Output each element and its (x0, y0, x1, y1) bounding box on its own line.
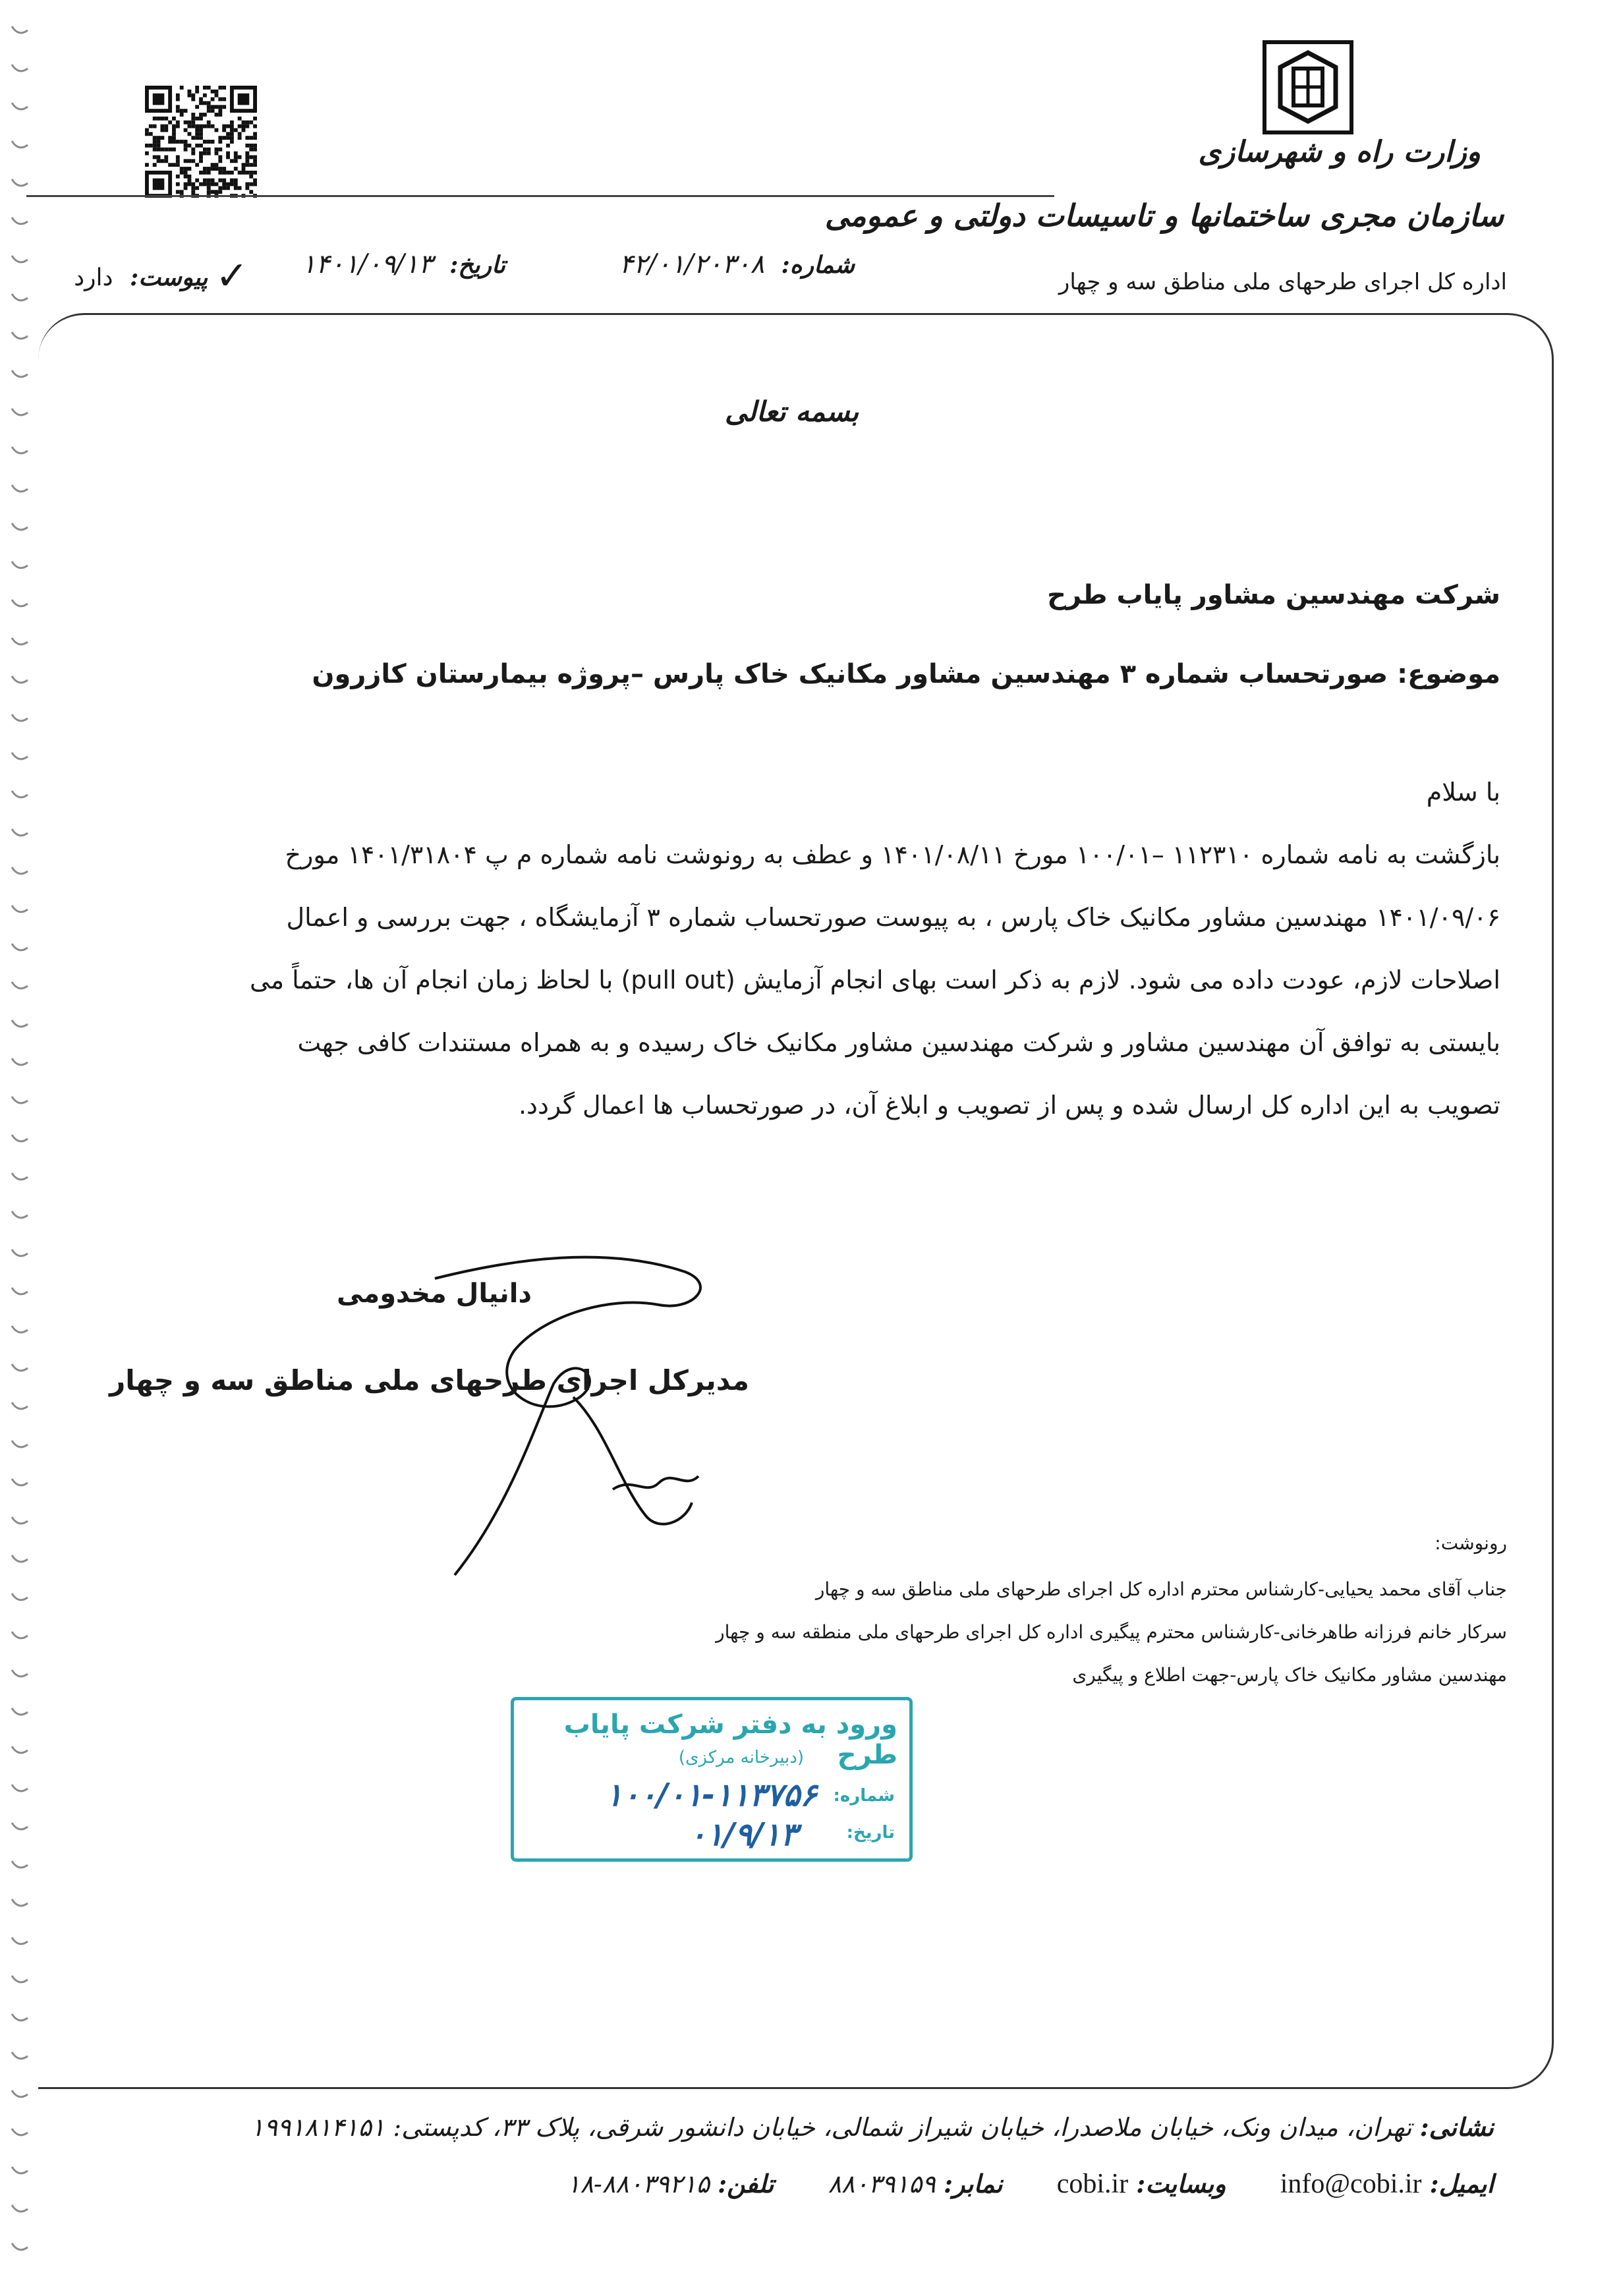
date-label: تاریخ: (449, 251, 505, 279)
signer-title: مدیرکل اجرای طرحهای ملی مناطق سه و چهار (109, 1364, 749, 1396)
stamp-subtitle: (دبیرخانه مرکزی) (678, 1748, 804, 1767)
email-item (1280, 2168, 1494, 2200)
binding-hole (12, 1135, 28, 1141)
binding-hole (12, 600, 28, 606)
binding-hole (12, 2052, 28, 2059)
attachment-label: پیوست: (129, 264, 208, 291)
phone-item (567, 2169, 774, 2198)
phone-label: تلفن: (718, 2169, 774, 2198)
stamp-date: ۰۱/۹/۱۳ (689, 1816, 797, 1853)
fax-item (828, 2169, 1003, 2198)
check-mark-icon: ✓ (215, 253, 248, 299)
binding-hole (12, 294, 28, 301)
binding-hole (12, 1211, 28, 1218)
binding-hole (12, 1976, 28, 1982)
binding-hole (12, 217, 28, 224)
number-label: شماره: (781, 251, 855, 279)
department-name: اداره کل اجرای طرحهای ملی مناطق سه و چهار (1058, 269, 1507, 295)
binding-hole (12, 867, 28, 874)
binding-hole (12, 1593, 28, 1600)
ministry-name: وزارت راه و شهرسازی (1198, 135, 1481, 169)
binding-hole (12, 1173, 28, 1180)
ministry-logo (1262, 40, 1354, 135)
binding-hole (12, 714, 28, 721)
binding-hole (12, 1364, 28, 1371)
website-label: وبسایت: (1136, 2169, 1226, 2198)
footer-address (250, 2112, 1494, 2142)
cc-line: مهندسین مشاور مکانیک خاک پارس-جهت اطلاع و پیگیری (1072, 1664, 1507, 1686)
binding-hole (12, 1937, 28, 1944)
number-value: ۴۲/۰۱/۲۰۳۰۸ (619, 249, 765, 279)
binding-hole (12, 1708, 28, 1715)
email-label: ایمیل: (1429, 2169, 1494, 2198)
binding-hole (12, 409, 28, 415)
binding-hole (12, 485, 28, 492)
receipt-stamp (511, 1697, 913, 1862)
address-label: نشانی: (1419, 2112, 1494, 2142)
body-line: اصلاحات لازم، عودت داده می شود. لازم به ذکر است بهای انجام آزمایش (pull out) با لحاظ زمان انجام آن ها، حتماً می (250, 965, 1500, 994)
header-divider (26, 195, 1054, 197)
binding-hole (12, 2167, 28, 2173)
binding-hole (12, 791, 28, 797)
binding-hole (12, 65, 28, 71)
binding-hole (12, 1746, 28, 1753)
website-item (1057, 2168, 1226, 2200)
binding-hole (12, 103, 28, 109)
binding-hole (12, 179, 28, 186)
binding-hole (12, 1097, 28, 1103)
binding-hole (12, 141, 28, 148)
subject: موضوع: صورتحساب شماره ۳ مهندسین مشاور مکانیک خاک پارس –پروژه بیمارستان کازرون (312, 659, 1500, 689)
stamp-title: ورود به دفتر شرکت پایاب طرح (563, 1709, 897, 1770)
binding-hole (12, 1326, 28, 1333)
binding-hole (12, 944, 28, 950)
letter-date (293, 249, 505, 279)
fax-label: نمابر: (943, 2169, 1003, 2198)
email-link[interactable]: info@cobi.ir (1280, 2169, 1422, 2199)
stamp-date-label: تاریخ: (846, 1823, 895, 1843)
binding-hole (12, 1402, 28, 1409)
fax-value: ۸۸۰۳۹۱۵۹ (828, 2169, 936, 2198)
stamp-number-label: شماره: (833, 1786, 895, 1806)
binding-hole (12, 447, 28, 453)
letter-number (610, 249, 855, 279)
binding-hole (12, 638, 28, 645)
footer-contacts (521, 2168, 1494, 2200)
binding-hole (12, 1632, 28, 1638)
binding-hole (12, 1020, 28, 1027)
binding-hole (12, 2243, 28, 2250)
binding-hole (12, 1479, 28, 1485)
body-line: بازگشت به نامه شماره ۱۱۲۳۱۰ –۱۰۰/۰۱ مورخ ۱۴۰۱/۰۸/۱۱ و عطف به رونوشت نامه شماره م پ ۱۴۰۱/۳۱۸۰۴ مورخ (285, 840, 1500, 869)
binding-hole (12, 1861, 28, 1868)
binding-hole (12, 332, 28, 339)
binding-hole (12, 26, 28, 33)
binding-hole (12, 1288, 28, 1294)
binding-hole (12, 370, 28, 377)
stamp-number: ۱۰۰/۰۱-۱۱۳۷۵۶ (605, 1777, 817, 1814)
signer-name: دانیال مخدومی (336, 1278, 532, 1309)
binding-hole (12, 1249, 28, 1256)
binding-hole (12, 1899, 28, 1906)
basmala: بسمه تعالی (725, 395, 859, 428)
binding-hole (12, 676, 28, 683)
binding-hole (12, 982, 28, 989)
binding-hole (12, 1823, 28, 1829)
binding-hole (12, 523, 28, 530)
body-line: بایستی به توافق آن مهندسین مشاور و شرکت مهندسین مشاور مکانیک خاک رسیده و به همراه مستندات کافی جهت (297, 1028, 1500, 1057)
binding-hole (12, 2014, 28, 2021)
binding-hole (12, 829, 28, 836)
binding-hole (12, 1670, 28, 1677)
binding-hole (12, 2205, 28, 2212)
letter-attachment (74, 249, 248, 299)
binding-hole (12, 2129, 28, 2135)
date-value: ۱۴۰۱/۰۹/۱۳ (301, 249, 433, 279)
cc-line: سرکار خانم فرزانه طاهرخانی-کارشناس محترم پیگیری اداره کل اجرای طرحهای ملی منطقه سه و چهار (716, 1621, 1507, 1643)
website-link[interactable]: cobi.ir (1056, 2169, 1129, 2199)
cc-line: جناب آقای محمد یحیایی-کارشناس محترم اداره کل اجرای طرحهای ملی مناطق سه و چهار (815, 1578, 1507, 1600)
body-line: ۱۴۰۱/۰۹/۰۶ مهندسین مشاور مکانیک خاک پارس ، به پیوست صورتحساب شماره ۳ آزمایشگاه ، جهت بررسی و اعمال (286, 903, 1500, 932)
binding-hole (12, 905, 28, 912)
binding-hole (12, 753, 28, 759)
binding-hole (12, 1058, 28, 1065)
phone-value: ۸۸۰۳۹۲۱۵-۱۸ (567, 2169, 710, 2198)
attachment-value: دارد (74, 264, 113, 291)
binding-hole (12, 561, 28, 568)
recipient: شرکت مهندسین مشاور پایاب طرح (1047, 580, 1500, 610)
binding-hole (12, 256, 28, 262)
binding-hole (12, 2090, 28, 2097)
cc-heading: رونوشت: (1434, 1532, 1507, 1554)
address-text: تهران، میدان ونک، خیابان ملاصدرا، خیابان شیراز شمالی، خیابان دانشور شرقی، پلاک ۳۳، کدپستی: ۱۹۹۱۸۱۴۱۵۱ (250, 2113, 1412, 2142)
body-line: تصویب به این اداره کل ارسال شده و پس از تصویب و ابلاغ آن، در صورتحساب ها اعمال گردد. (518, 1091, 1500, 1120)
binding-hole (12, 1517, 28, 1524)
organization-name: سازمان مجری ساختمانها و تاسیسات دولتی و عمومی (824, 198, 1504, 233)
greeting: با سلام (1426, 778, 1500, 807)
binding-hole (12, 1785, 28, 1791)
binding-hole (12, 1441, 28, 1447)
qr-code (145, 86, 257, 198)
binding-hole (12, 1555, 28, 1562)
